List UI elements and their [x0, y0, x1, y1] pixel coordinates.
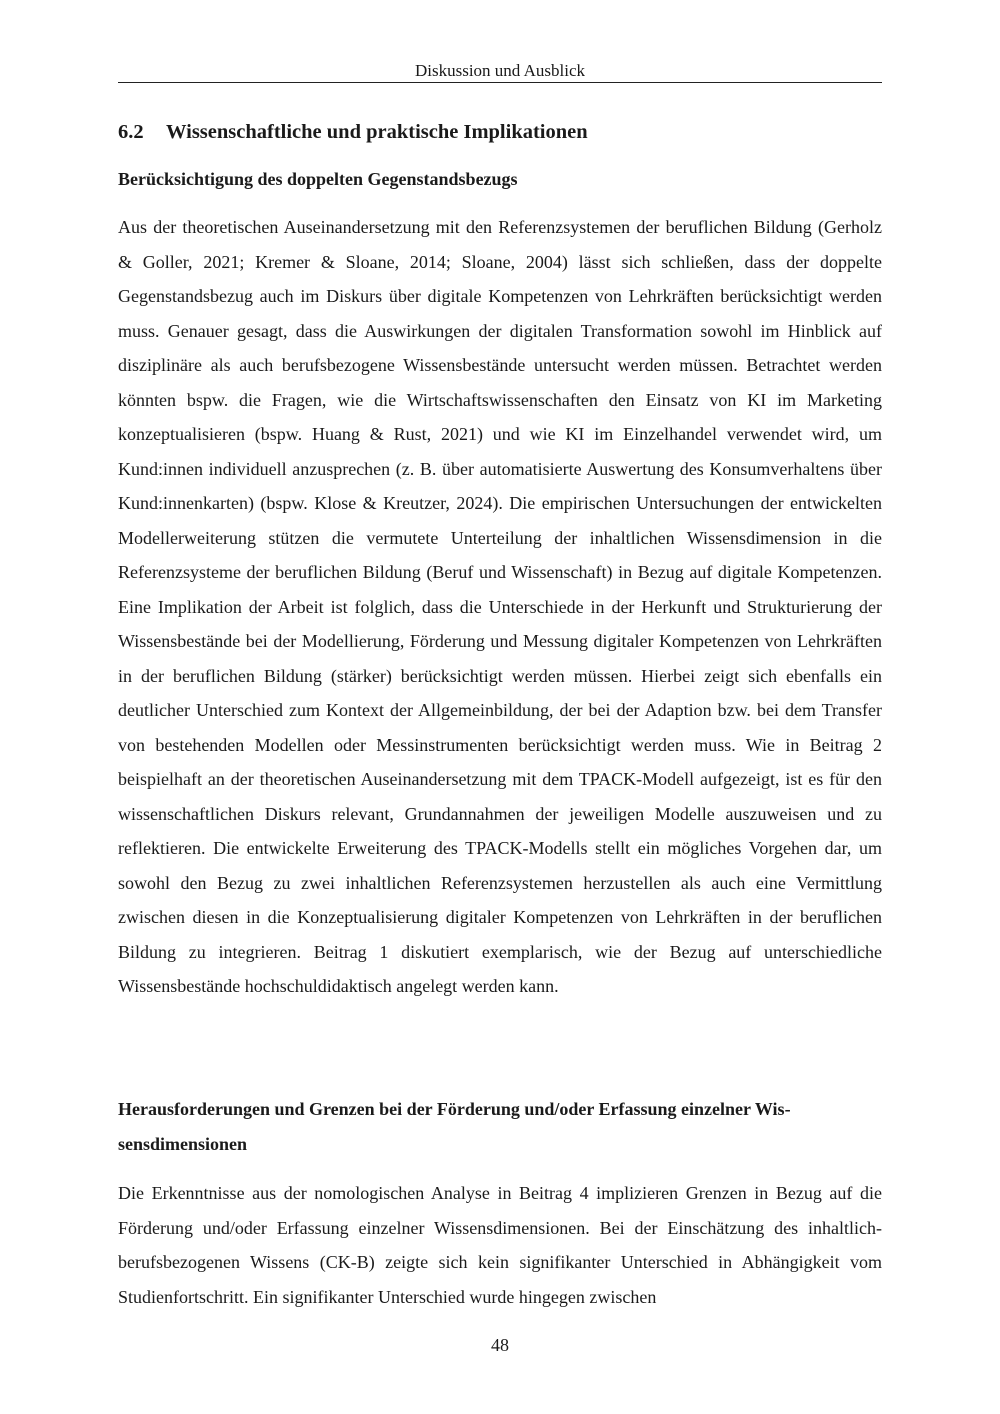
header-rule — [118, 82, 882, 83]
section-title: Wissenschaftliche und praktische Implikationen — [166, 121, 588, 143]
page-number: 48 — [491, 1335, 509, 1355]
section-number: 6.2 — [118, 121, 144, 143]
running-header: Diskussion und Ausblick — [414, 61, 586, 80]
body-paragraph-2: Die Erkenntnisse aus der nomologischen Analyse in Beitrag 4 implizieren Grenzen in Bezug auf die Förderung und/oder Erfassung einzelner Wissensdimensionen. Bei der Einschätzung des inhaltlich-berufsbezogenen Wissens (CK-B) zeigte sich kein signifikanter Unterschied in Abhängigkeit vom Studienfortschritt. Ein signifikanter Unterschied wurde hingegen zwischen — [118, 1183, 882, 1307]
body-paragraph-1: Aus der theoretischen Auseinandersetzung mit den Referenzsystemen der beruflichen Bildung (Gerholz & Goller, 2021; Kremer & Sloane, 2014; Sloane, 2004) lässt sich schließen, dass der doppelte Gegenstandsbezug auch im Diskurs über digitale Kompetenzen von Lehrkräften berücksichtigt werden muss. Genauer gesagt, dass die Auswirkungen der digitalen Transformation sowohl im Hinblick auf disziplinäre als auch berufsbezogene Wissensbestände untersucht werden müssen. Betrachtet werden könnten bspw. die Fragen, wie die Wirtschaftswissenschaften den Einsatz von KI im Marketing konzeptualisieren (bspw. Huang & Rust, 2021) und wie KI im Einzelhandel verwendet wird, um Kund:innen individuell anzusprechen (z. B. über automatisierte Auswertung des Konsumverhaltens über Kund:innenkarten) (bspw. Klose & Kreutzer, 2024). Die empirischen Untersuchungen der entwickelten Modellerweiterung stützen die vermutete Unterteilung der inhaltlichen Wissensdimension in die Referenzsysteme der beruflichen Bildung (Beruf und Wissenschaft) in Bezug auf digitale Kompetenzen. Eine Implikation der Arbeit ist folglich, dass die Unterschiede in der Herkunft und Strukturierung der Wissensbestände bei der Modellierung, Förderung und Messung digitaler Kompetenzen von Lehrkräften in der beruflichen Bildung (stärker) berücksichtigt werden müssen. Hierbei zeigt sich ebenfalls ein deutlicher Unterschied zum Kontext der Allgemeinbildung, der bei der Adaption bzw. bei dem Transfer von bestehenden Modellen oder Messinstrumenten berücksichtigt werden muss. Wie in Beitrag 2 beispielhaft an der theoretischen Auseinandersetzung mit dem TPACK-Modell aufgezeigt, ist es für den wissenschaftlichen Diskurs relevant, Grundannahmen der jeweiligen Modelle auszuweisen und zu reflektieren. Die entwickelte Erweiterung des TPACK-Modells stellt ein mögliches Vorgehen dar, um sowohl den Bezug zu zwei inhaltlichen Referenzsystemen herzustellen als auch eine Vermittlung zwischen diesen in die Konzeptualisierung digitaler Kompetenzen von Lehrkräften in der beruflichen Bildung zu integrieren. Beitrag 1 diskutiert exemplarisch, wie der Bezug auf unterschiedliche Wissensbestände hochschuldidaktisch angelegt werden kann. — [118, 217, 882, 996]
section-heading — [118, 118, 588, 146]
subsection-heading-1: Berücksichtigung des doppelten Gegenstandsbezugs — [118, 169, 518, 189]
subsection-heading-2: Herausforderungen und Grenzen bei der Förderung und/oder Erfassung einzelner Wissensdimensionen — [118, 1099, 791, 1154]
